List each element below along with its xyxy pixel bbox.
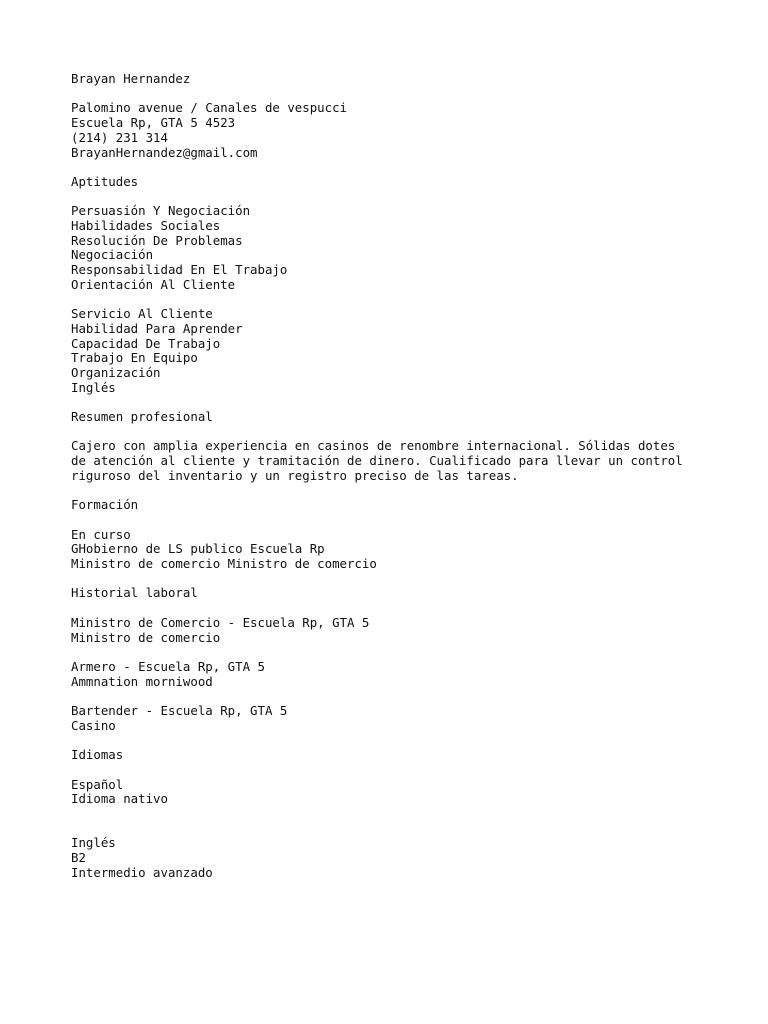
education-status: En curso bbox=[71, 526, 131, 542]
job-title: Bartender - Escuela Rp, GTA 5 bbox=[71, 703, 288, 719]
phone-number: (214) 231 314 bbox=[71, 129, 168, 145]
language-name: Español bbox=[71, 776, 124, 792]
job-company: Ammnation morniwood bbox=[71, 673, 213, 689]
spacer bbox=[71, 733, 731, 748]
language-name: Inglés bbox=[71, 835, 116, 851]
spacer bbox=[71, 484, 731, 499]
spacer bbox=[71, 645, 731, 660]
languages-heading: Idiomas bbox=[71, 747, 124, 763]
spacer bbox=[71, 395, 731, 410]
email-address: BrayanHernandez@gmail.com bbox=[71, 144, 258, 160]
skill-item: Habilidades Sociales bbox=[71, 217, 221, 233]
work-heading: Historial laboral bbox=[71, 585, 198, 601]
skill-item: Capacidad De Trabajo bbox=[71, 335, 221, 351]
language-level: Idioma nativo bbox=[71, 791, 168, 807]
job-title: Ministro de Comercio - Escuela Rp, GTA 5 bbox=[71, 614, 370, 630]
skill-item: Organización bbox=[71, 365, 161, 380]
summary-heading: Resumen profesional bbox=[71, 409, 213, 425]
spacer bbox=[71, 293, 731, 308]
spacer bbox=[71, 190, 731, 205]
skill-item: Persuasión Y Negociación bbox=[71, 203, 251, 219]
skill-item: Trabajo En Equipo bbox=[71, 350, 198, 366]
job-title: Armero - Escuela Rp, GTA 5 bbox=[71, 658, 265, 674]
spacer bbox=[71, 807, 731, 836]
spacer bbox=[71, 513, 731, 528]
job-company: Ministro de comercio bbox=[71, 629, 221, 645]
spacer bbox=[71, 689, 731, 704]
address-line-1: Palomino avenue / Canales de vespucci bbox=[71, 100, 348, 116]
resume-document bbox=[71, 72, 731, 880]
skills-heading: Aptitudes bbox=[71, 173, 139, 189]
education-heading: Formación bbox=[71, 497, 139, 513]
spacer bbox=[71, 572, 731, 587]
education-institution: GHobierno de LS publico Escuela Rp bbox=[71, 541, 325, 557]
language-code: B2 bbox=[71, 850, 86, 866]
summary-line: riguroso del inventario y un registro preciso de las tareas. bbox=[71, 467, 519, 483]
spacer bbox=[71, 601, 731, 616]
skill-item: Orientación Al Cliente bbox=[71, 276, 236, 292]
spacer bbox=[71, 763, 731, 778]
summary-line: Cajero con amplia experiencia en casinos de renombre internacional. Sólidas dotes bbox=[71, 438, 676, 454]
skill-item: Inglés bbox=[71, 379, 116, 395]
skill-item: Servicio Al Cliente bbox=[71, 306, 213, 322]
skill-item: Negociación bbox=[71, 247, 154, 263]
address-line-2: Escuela Rp, GTA 5 4523 bbox=[71, 115, 236, 131]
job-company: Casino bbox=[71, 717, 116, 733]
candidate-name: Brayan Hernandez bbox=[71, 71, 191, 86]
language-level: Intermedio avanzado bbox=[71, 864, 213, 880]
education-detail: Ministro de comercio Ministro de comercio bbox=[71, 556, 377, 572]
spacer bbox=[71, 87, 731, 102]
skill-item: Responsabilidad En El Trabajo bbox=[71, 262, 288, 278]
summary-line: de atención al cliente y tramitación de dinero. Cualificado para llevar un control bbox=[71, 453, 683, 469]
skill-item: Habilidad Para Aprender bbox=[71, 320, 243, 336]
spacer bbox=[71, 160, 731, 175]
skill-item: Resolución De Problemas bbox=[71, 232, 243, 248]
spacer bbox=[71, 425, 731, 440]
